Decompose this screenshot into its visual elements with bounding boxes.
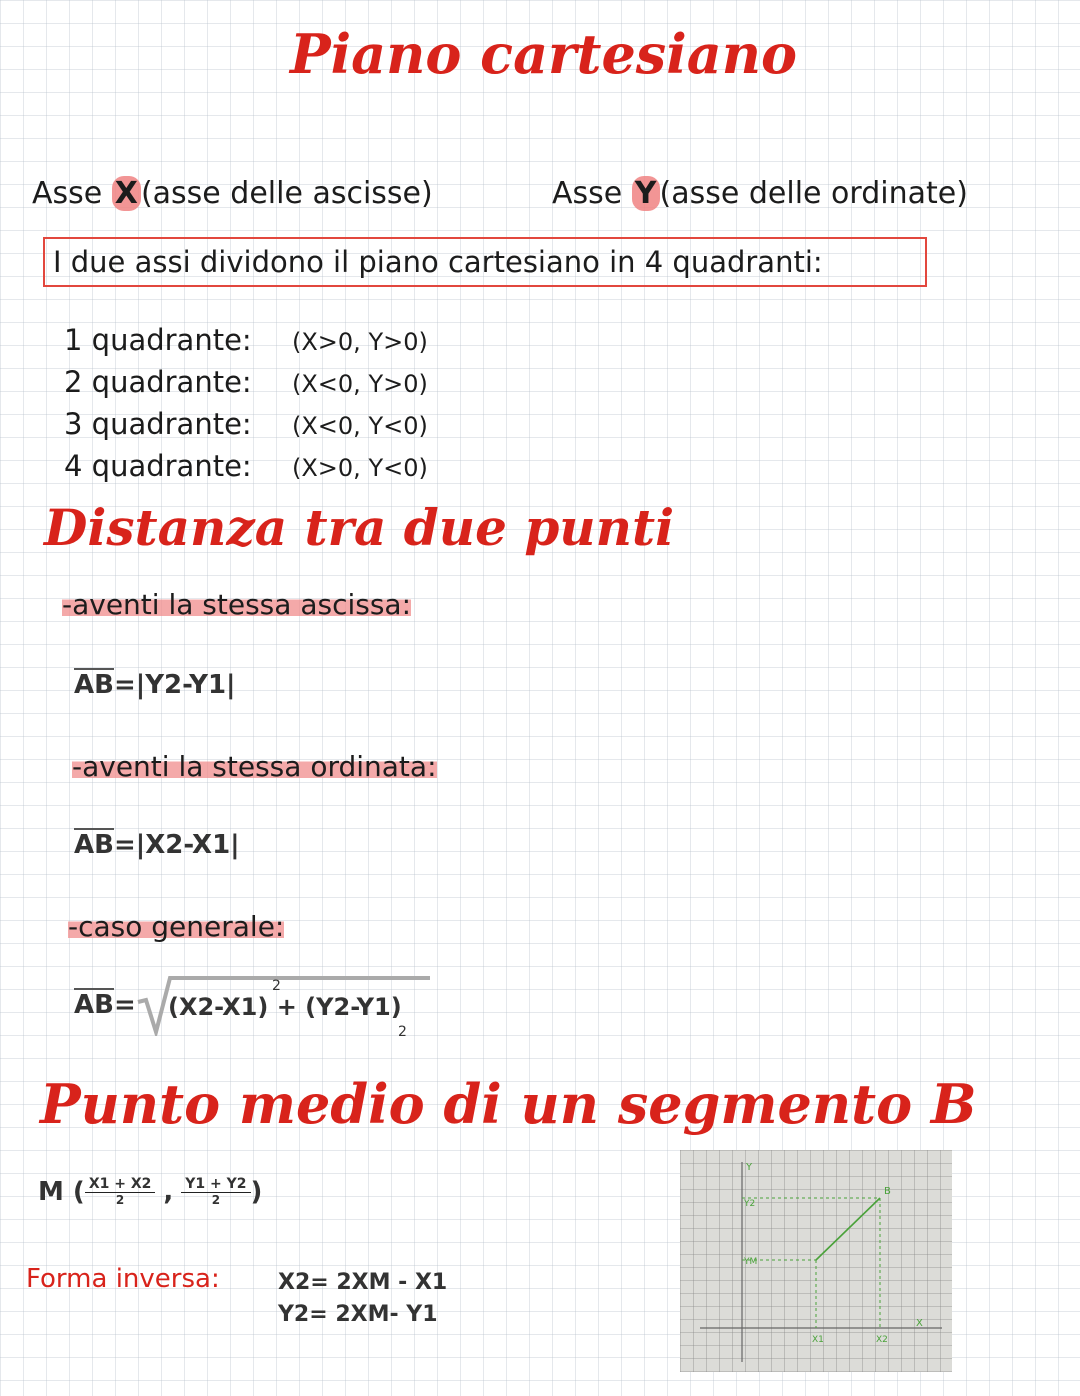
diagram-x1-label: X1 bbox=[812, 1335, 824, 1345]
midpoint-diagram bbox=[680, 1150, 952, 1372]
asse-x-letter: X bbox=[112, 176, 141, 211]
quadrant-condition: (X>0, Y>0) bbox=[292, 328, 428, 356]
midpoint-heading: Punto medio di un segmento B bbox=[40, 1072, 977, 1136]
quadrant-condition: (X<0, Y>0) bbox=[292, 370, 428, 398]
asse-x-desc: (asse delle ascisse) bbox=[140, 176, 433, 211]
asse-x-line bbox=[32, 176, 433, 211]
fraction-x-numerator: X1 + X2 bbox=[85, 1176, 156, 1193]
asse-y-letter: Y bbox=[632, 176, 660, 211]
quadrants-list bbox=[64, 320, 428, 488]
diagram-y2-label: Y2 bbox=[744, 1199, 756, 1209]
midpoint-comma: , bbox=[163, 1176, 174, 1207]
midpoint-formula bbox=[38, 1176, 262, 1207]
distance-case2 bbox=[72, 750, 437, 783]
exponent-2: 2 bbox=[398, 1024, 407, 1040]
asse-y-desc: (asse delle ordinate) bbox=[659, 176, 968, 211]
midpoint-m: M ( bbox=[38, 1176, 85, 1207]
distance-formula3 bbox=[74, 990, 136, 1020]
diagram-y-label: Y bbox=[746, 1162, 753, 1173]
quadrant-item bbox=[64, 320, 428, 362]
inverse-y: Y2= 2XM- Y1 bbox=[278, 1302, 438, 1327]
asse-x-prefix: Asse bbox=[32, 176, 103, 211]
fraction-y bbox=[181, 1176, 250, 1207]
fraction-y-numerator: Y1 + Y2 bbox=[181, 1176, 250, 1193]
distance-formula2 bbox=[74, 830, 240, 860]
quadrant-condition: (X>0, Y<0) bbox=[292, 454, 428, 482]
page-title: Piano cartesiano bbox=[290, 22, 797, 86]
diagram-x2-label: X2 bbox=[876, 1335, 888, 1345]
quadrant-condition: (X<0, Y<0) bbox=[292, 412, 428, 440]
distance-case1-text: -aventi la stessa ascissa: bbox=[62, 588, 412, 621]
diagram-x-label: X bbox=[916, 1318, 923, 1329]
exponent-1: 2 bbox=[272, 978, 281, 994]
formula2-rest: =|X2-X1| bbox=[113, 830, 240, 860]
quadrant-item bbox=[64, 446, 428, 488]
midpoint-diagram-photo bbox=[680, 1150, 952, 1372]
quadrant-label: 1 quadrante: bbox=[64, 323, 252, 357]
inverse-x: X2= 2XM - X1 bbox=[278, 1270, 448, 1295]
segment-ab: AB bbox=[74, 670, 114, 700]
inverse-label: Forma inversa: bbox=[26, 1264, 220, 1294]
quadrant-label: 3 quadrante: bbox=[64, 407, 252, 441]
distance-case3 bbox=[68, 910, 284, 943]
fraction-x-denominator: 2 bbox=[115, 1193, 125, 1207]
formula3-eq: = bbox=[113, 990, 136, 1020]
sqrt-radicand: (X2-X1) + (Y2-Y1) bbox=[168, 993, 402, 1021]
fraction-y-denominator: 2 bbox=[211, 1193, 221, 1207]
segment-ab: AB bbox=[74, 990, 114, 1020]
quadrants-box-text: I due assi dividono il piano cartesiano in 4 quadranti: bbox=[53, 245, 823, 279]
distance-heading: Distanza tra due punti bbox=[44, 498, 675, 557]
quadrant-label: 4 quadrante: bbox=[64, 449, 252, 483]
midpoint-close: ) bbox=[250, 1176, 263, 1207]
quadrant-item bbox=[64, 404, 428, 446]
formula1-rest: =|Y2-Y1| bbox=[113, 670, 236, 700]
diagram-ym-label: YM bbox=[744, 1257, 758, 1267]
diagram-b-label: B bbox=[884, 1186, 891, 1197]
distance-case2-text: -aventi la stessa ordinata: bbox=[72, 750, 437, 783]
asse-y-line bbox=[552, 176, 968, 211]
distance-case1 bbox=[62, 588, 411, 621]
asse-y-prefix: Asse bbox=[552, 176, 623, 211]
quadrant-label: 2 quadrante: bbox=[64, 365, 252, 399]
segment-ab: AB bbox=[74, 830, 114, 860]
quadrant-item bbox=[64, 362, 428, 404]
quadrants-box bbox=[43, 237, 927, 287]
distance-case3-text: -caso generale: bbox=[68, 910, 285, 943]
distance-formula1 bbox=[74, 670, 236, 700]
fraction-x bbox=[85, 1176, 156, 1207]
